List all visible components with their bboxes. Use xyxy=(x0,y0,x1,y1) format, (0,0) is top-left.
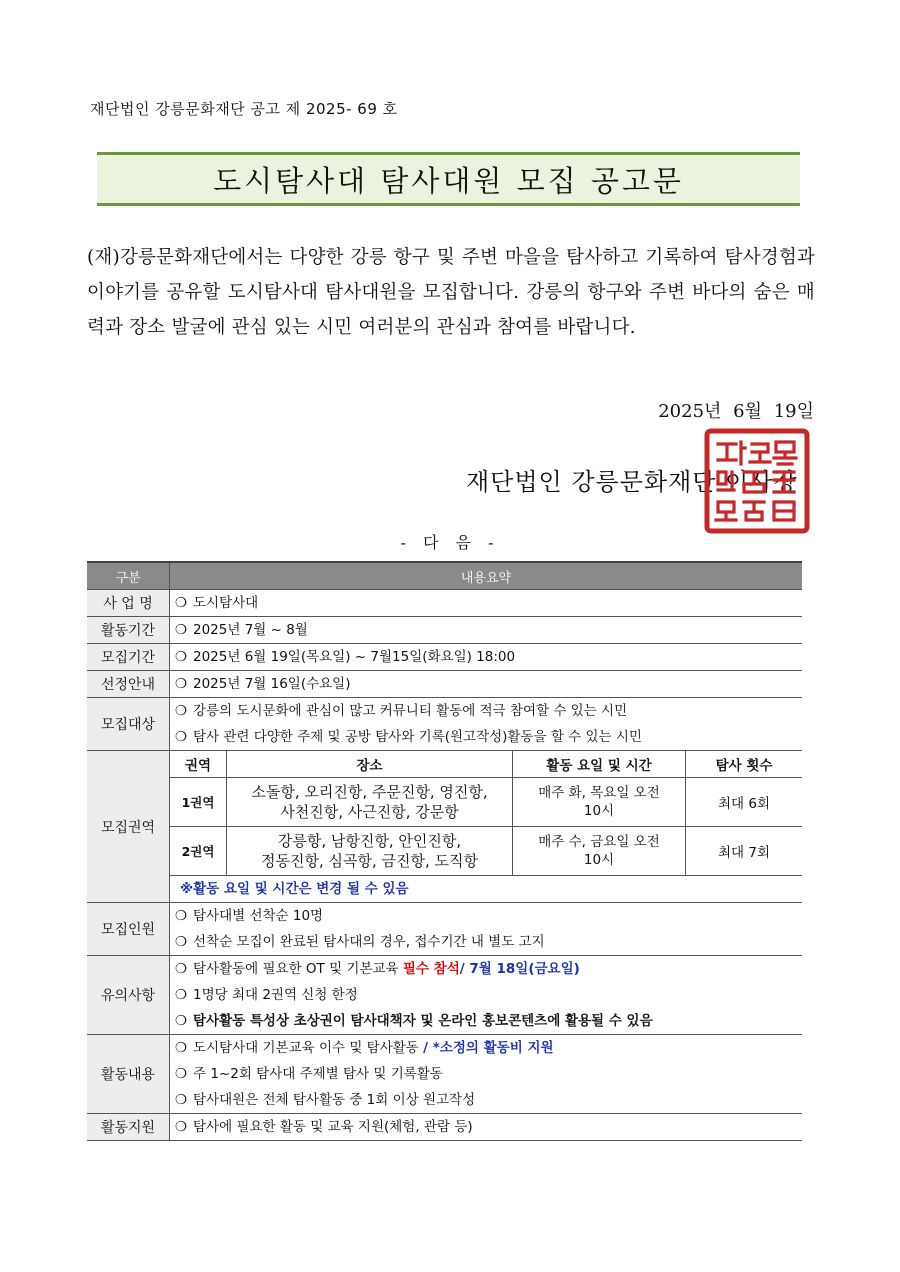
row-content xyxy=(170,1114,803,1141)
row-period xyxy=(87,617,802,644)
zone-time xyxy=(513,827,686,876)
notice-date: 2025년 6월 19일 xyxy=(658,401,814,422)
zone-count: 최대 7회 xyxy=(686,827,803,876)
row-text: 1명당 최대 2권역 신청 한정 xyxy=(193,987,358,1003)
zones-note: ※활동 요일 및 시간은 변경 될 수 있음 xyxy=(180,881,409,897)
notice-number: 재단법인 강릉문화재단 공고 제 2025- 69 호 xyxy=(90,100,398,118)
row-content xyxy=(170,698,803,751)
row-content xyxy=(170,956,803,1035)
row-text: 탐사에 필요한 활동 및 교육 지원(체험, 관람 등) xyxy=(193,1119,473,1135)
row-text: 선착순 모집이 완료된 탐사대의 경우, 접수기간 내 별도 고지 xyxy=(193,934,545,950)
zone-places-line: 정동진항, 심곡항, 금진항, 도직항 xyxy=(261,852,478,870)
row-content xyxy=(170,903,803,956)
zones-header-row xyxy=(170,751,802,778)
row-label: 활동내용 xyxy=(87,1035,170,1114)
row-label: 활동기간 xyxy=(87,617,170,644)
row-label: 모집인원 xyxy=(87,903,170,956)
row-label: 모집대상 xyxy=(87,698,170,751)
row-recruit-period xyxy=(87,644,802,671)
bullet-icon: ❍ xyxy=(175,1066,188,1082)
bullet-icon: ❍ xyxy=(175,961,188,977)
zone-places-line: 강릉항, 남항진항, 안인진항, xyxy=(277,832,462,850)
row-project xyxy=(87,590,802,617)
next-heading: - 다 음 - xyxy=(400,533,500,552)
row-content xyxy=(170,617,803,644)
bullet-icon: ❍ xyxy=(175,729,188,745)
zones-table xyxy=(170,751,802,876)
orientation-date-text: / 7월 18일(금요일) xyxy=(459,961,580,977)
bullet-icon: ❍ xyxy=(175,1119,188,1135)
zone-time-line: 매주 화, 목요일 오전 xyxy=(538,785,660,801)
row-notes xyxy=(87,956,802,1035)
title-banner xyxy=(97,152,800,206)
row-text: 주 1~2회 탐사대 주제별 탐사 및 기록활동 xyxy=(193,1066,443,1082)
zone-time xyxy=(513,778,686,827)
bullet-icon: ❍ xyxy=(175,934,188,950)
header-category: 구분 xyxy=(87,562,170,590)
row-text: 도시탐사대 기본교육 이수 및 탐사활동 xyxy=(193,1040,424,1056)
row-text: 탐사활동에 필요한 OT 및 기본교육 xyxy=(193,961,403,977)
zone-count: 최대 6회 xyxy=(686,778,803,827)
official-seal-icon xyxy=(704,428,810,534)
bullet-icon: ❍ xyxy=(175,1013,188,1029)
row-text: 탐사대원은 전체 탐사활동 중 1회 이상 원고작성 xyxy=(193,1092,476,1108)
row-activities xyxy=(87,1035,802,1114)
intro-paragraph: (재)강릉문화재단에서는 다양한 강릉 항구 및 주변 마을을 탐사하고 기록하여 탐사경험과 이야기를 공유할 도시탐사대 탐사대원을 모집합니다. 강릉의 항구와 주변 바다의 숨은 매력과 장소 발굴에 관심 있는 시민 여러분의 관심과 참여를 바랍니다. xyxy=(87,247,815,338)
row-text: 탐사 관련 다양한 주제 및 공방 탐사와 기록(원고작성)활동을 할 수 있는 시민 xyxy=(193,729,642,745)
row-label: 모집기간 xyxy=(87,644,170,671)
bullet-icon: ❍ xyxy=(175,703,188,719)
zones-header-places: 장소 xyxy=(227,751,513,778)
header-summary: 내용요약 xyxy=(170,562,803,590)
row-text: 2025년 7월 ~ 8월 xyxy=(193,622,308,638)
row-label: 사 업 명 xyxy=(87,590,170,617)
bullet-icon: ❍ xyxy=(175,987,188,1003)
zone-places-line: 사천진항, 사근진항, 강문항 xyxy=(280,803,459,821)
table-row xyxy=(170,827,802,876)
row-zones xyxy=(87,751,802,903)
table-header-row xyxy=(87,562,802,590)
bullet-icon: ❍ xyxy=(175,649,188,665)
row-content xyxy=(170,671,803,698)
activity-fee-text: / *소정의 활동비 지원 xyxy=(423,1040,554,1056)
bullet-icon: ❍ xyxy=(175,1040,188,1056)
zone-name: 2권역 xyxy=(170,827,227,876)
bullet-icon: ❍ xyxy=(175,622,188,638)
zones-content xyxy=(170,751,803,903)
row-target xyxy=(87,698,802,751)
row-text: 2025년 7월 16일(수요일) xyxy=(193,676,351,692)
bullet-icon: ❍ xyxy=(175,676,188,692)
bullet-icon: ❍ xyxy=(175,1092,188,1108)
row-label: 유의사항 xyxy=(87,956,170,1035)
bullet-icon: ❍ xyxy=(175,595,188,611)
zone-places xyxy=(227,827,513,876)
table-row xyxy=(170,778,802,827)
row-text: 탐사대별 선착순 10명 xyxy=(193,908,324,924)
row-selection xyxy=(87,671,802,698)
row-label: 선정안내 xyxy=(87,671,170,698)
bullet-icon: ❍ xyxy=(175,908,188,924)
summary-table xyxy=(87,561,802,1141)
zone-name: 1권역 xyxy=(170,778,227,827)
page-title: 도시탐사대 탐사대원 모집 공고문 xyxy=(213,163,684,198)
row-content xyxy=(170,1035,803,1114)
zone-time-line: 10시 xyxy=(583,803,615,819)
zone-places xyxy=(227,778,513,827)
row-content xyxy=(170,590,803,617)
required-attendance-text: 필수 참석 xyxy=(402,961,460,977)
portrait-rights-text: 탐사활동 특성상 초상권이 탐사대책자 및 온라인 홍보콘텐츠에 활용될 수 있음 xyxy=(193,1013,653,1029)
row-text: 도시탐사대 xyxy=(193,595,259,611)
zone-time-line: 매주 수, 금요일 오전 xyxy=(538,834,660,850)
row-text: 2025년 6월 19일(목요일) ~ 7월15일(화요일) 18:00 xyxy=(193,649,516,665)
row-label: 활동지원 xyxy=(87,1114,170,1141)
zone-time-line: 10시 xyxy=(583,852,615,868)
row-headcount xyxy=(87,903,802,956)
zones-header-time: 활동 요일 및 시간 xyxy=(513,751,686,778)
row-content xyxy=(170,644,803,671)
zones-header-zone: 권역 xyxy=(170,751,227,778)
zone-places-line: 소돌항, 오리진항, 주문진항, 영진항, xyxy=(251,783,488,801)
row-text: 강릉의 도시문화에 관심이 많고 커뮤니티 활동에 적극 참여할 수 있는 시민 xyxy=(193,703,628,719)
row-label: 모집권역 xyxy=(87,751,170,903)
zones-header-count: 탐사 횟수 xyxy=(686,751,803,778)
organization-name: 재단법인 강릉문화재단 이사장 xyxy=(466,468,798,496)
row-support xyxy=(87,1114,802,1141)
